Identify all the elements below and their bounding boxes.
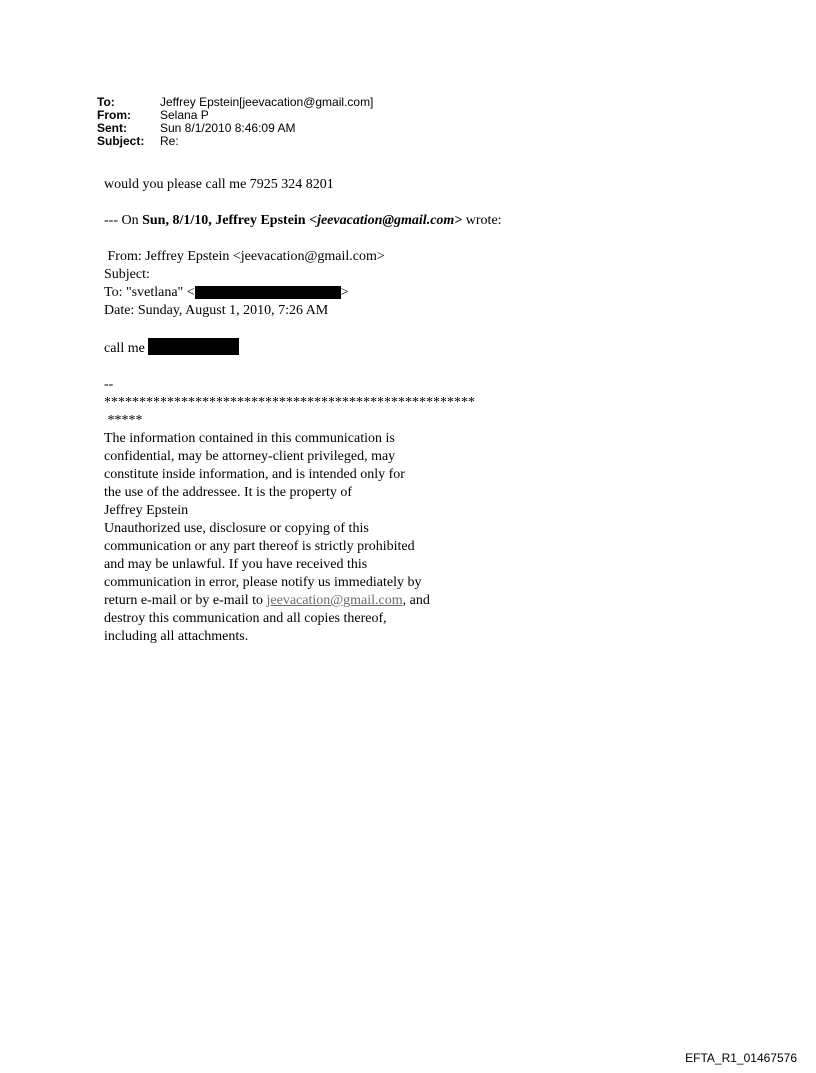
subject-label: Subject: xyxy=(97,134,145,148)
orig-subject: Subject: xyxy=(104,267,150,282)
orig-from: From: Jeffrey Epstein <jeevacation@gmail.com> xyxy=(104,249,385,264)
sent-value: Sun 8/1/2010 8:46:09 AM xyxy=(160,121,296,135)
quote-header xyxy=(104,212,804,230)
quote-email: <jeevacation@gmail.com> xyxy=(309,213,463,228)
sent-label: Sent: xyxy=(97,121,127,135)
orig-date: Date: Sunday, August 1, 2010, 7:26 AM xyxy=(104,303,329,318)
disclaimer-line: The information contained in this communication is xyxy=(104,431,395,446)
orig-to-prefix: To: "svetlana" < xyxy=(104,285,195,300)
quote-prefix: --- On xyxy=(104,213,143,228)
disclaimer-return-line xyxy=(104,592,804,610)
stars-short: ***** xyxy=(104,413,143,428)
stars-line: ***************************************************** xyxy=(104,395,475,410)
message-text: would you please call me 7925 324 8201 xyxy=(104,177,334,192)
disclaimer-line: Jeffrey Epstein xyxy=(104,503,189,518)
disclaimer-line: the use of the addressee. It is the property of xyxy=(104,485,353,500)
return-suffix: , and xyxy=(402,593,430,608)
to-value: Jeffrey Epstein[jeevacation@gmail.com] xyxy=(160,95,374,109)
redaction-box xyxy=(148,338,239,355)
return-prefix: return e-mail or by e-mail to xyxy=(104,593,267,608)
email-body xyxy=(104,176,804,646)
from-label: From: xyxy=(97,108,131,122)
to-row xyxy=(97,96,373,109)
disclaimer-line: communication in error, please notify us immediately by xyxy=(104,575,422,590)
disclaimer-line: destroy this communication and all copies thereof, xyxy=(104,611,387,626)
disclaimer-line: constitute inside information, and is intended only for xyxy=(104,467,405,482)
subject-value: Re: xyxy=(160,134,179,148)
document-id: EFTA_R1_01467576 xyxy=(685,1051,797,1065)
redaction-box xyxy=(195,286,341,299)
orig-to xyxy=(104,284,804,302)
from-value: Selana P xyxy=(160,108,209,122)
quote-date: Sun, 8/1/10, Jeffrey Epstein xyxy=(142,213,310,228)
call-me-text: call me xyxy=(104,341,149,356)
disclaimer-line: confidential, may be attorney-client privileged, may xyxy=(104,449,396,464)
to-label: To: xyxy=(97,95,115,109)
disclaimer-line: Unauthorized use, disclosure or copying of this xyxy=(104,521,369,536)
email-link[interactable]: jeevacation@gmail.com xyxy=(266,593,403,608)
disclaimer-line: and may be unlawful. If you have received this xyxy=(104,557,368,572)
signature-dash: -- xyxy=(104,377,114,392)
call-me-line xyxy=(104,338,804,358)
subject-row xyxy=(97,135,373,148)
disclaimer-line: communication or any part thereof is strictly prohibited xyxy=(104,539,415,554)
orig-to-suffix: > xyxy=(340,285,349,300)
email-header xyxy=(97,96,373,148)
disclaimer-line: including all attachments. xyxy=(104,629,249,644)
quote-suffix: wrote: xyxy=(462,213,502,228)
